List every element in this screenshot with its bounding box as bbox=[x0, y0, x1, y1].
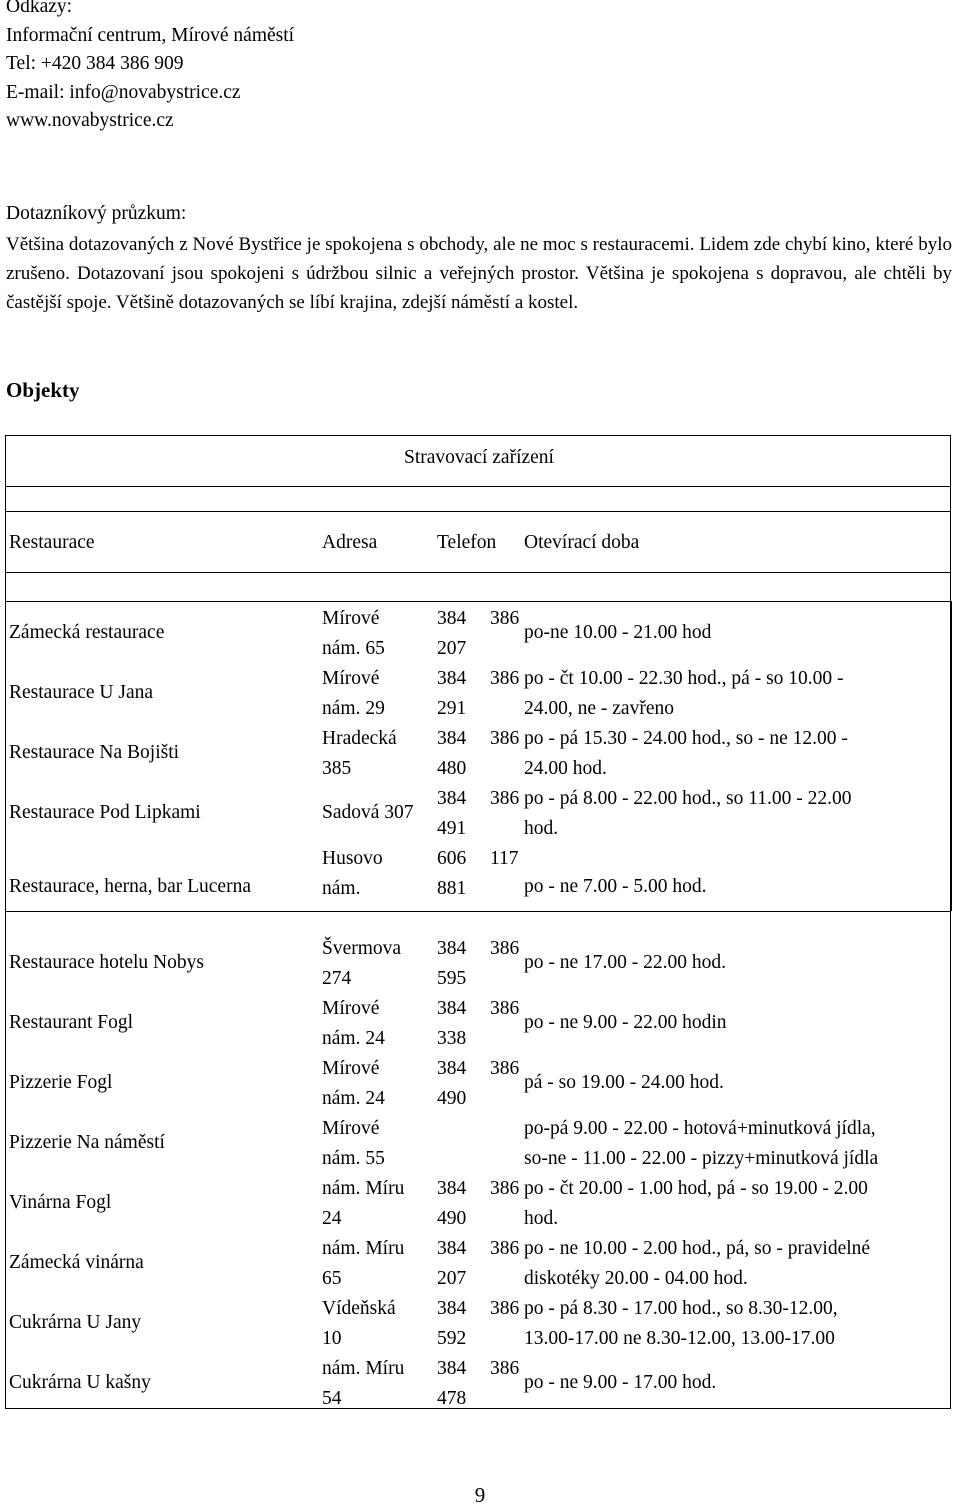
row-address: nám. Míru bbox=[322, 1238, 405, 1259]
row-address: nám. bbox=[322, 878, 361, 899]
row-address: Švermova bbox=[322, 938, 402, 959]
row-address: 274 bbox=[322, 968, 352, 989]
row-name: Restaurace Na Bojišti bbox=[9, 742, 180, 763]
row-hours: 24.00 hod. bbox=[524, 758, 607, 779]
row-address: 24 bbox=[322, 1208, 342, 1229]
row-hours: po - čt 20.00 - 1.00 hod, pá - so 19.00 - 2.00 bbox=[524, 1178, 868, 1199]
row-phone: 384 bbox=[437, 998, 467, 1019]
row-address: 54 bbox=[322, 1388, 342, 1409]
row-phone: 384 bbox=[437, 1058, 467, 1079]
row-phone: 386 bbox=[490, 1298, 520, 1319]
contact-website: www.novabystrice.cz bbox=[6, 110, 174, 131]
row-hours: hod. bbox=[524, 818, 559, 839]
row-name: Restaurace U Jana bbox=[9, 682, 154, 703]
row-phone: 386 bbox=[490, 668, 520, 689]
row-phone: 386 bbox=[490, 728, 520, 749]
row-name: Cukrárna U kašny bbox=[9, 1372, 151, 1393]
contact-phone: Tel: +420 384 386 909 bbox=[6, 53, 184, 74]
row-phone: 386 bbox=[490, 788, 520, 809]
row-hours: po - ne 17.00 - 22.00 hod. bbox=[524, 952, 727, 973]
row-address: Hradecká bbox=[322, 728, 397, 749]
row-phone: 338 bbox=[437, 1028, 467, 1049]
row-hours: hod. bbox=[524, 1208, 559, 1229]
row-phone: 881 bbox=[437, 878, 467, 899]
row-address: Mírové bbox=[322, 668, 380, 689]
row-phone: 606 bbox=[437, 848, 467, 869]
row-phone: 384 bbox=[437, 1178, 467, 1199]
row-hours: po - čt 10.00 - 22.30 hod., pá - so 10.00 - bbox=[524, 668, 844, 689]
row-phone: 207 bbox=[437, 1268, 467, 1289]
row-phone: 384 bbox=[437, 1298, 467, 1319]
contacts-label: Odkazy: bbox=[6, 0, 73, 17]
table-rule bbox=[5, 601, 951, 602]
row-phone: 490 bbox=[437, 1208, 467, 1229]
row-address: nám. 55 bbox=[322, 1148, 385, 1169]
row-phone: 386 bbox=[490, 1178, 520, 1199]
section-heading: Objekty bbox=[6, 378, 80, 402]
contacts-block bbox=[6, 0, 946, 136]
header-hours: Otevírací doba bbox=[524, 532, 640, 553]
row-address: 10 bbox=[322, 1328, 342, 1349]
row-phone: 384 bbox=[437, 668, 467, 689]
row-address: 385 bbox=[322, 758, 352, 779]
row-address: nám. 29 bbox=[322, 698, 385, 719]
row-phone: 595 bbox=[437, 968, 467, 989]
row-name: Zámecká vinárna bbox=[9, 1252, 144, 1273]
row-name: Zámecká restaurace bbox=[9, 622, 165, 643]
table-rule bbox=[5, 511, 951, 512]
survey-text: Většina dotazovaných z Nové Bystřice je spokojena s obchody, ale ne moc s restauracemi. Lidem zde chybí kino, které bylo zrušeno. Dotazovaní jsou spokojeni s údržbou silnic a veřejných prostor. Většina je spokojena s dopravou, ale chtěli by častější spoje. Většině dotazovaných se líbí krajina, zdejší náměstí a kostel. bbox=[6, 234, 952, 313]
table-title: Stravovací zařízení bbox=[404, 447, 554, 468]
header-phone: Telefon bbox=[437, 532, 497, 553]
row-address: Mírové bbox=[322, 1058, 380, 1079]
row-phone: 386 bbox=[490, 1058, 520, 1079]
table-rule bbox=[5, 911, 951, 912]
row-phone: 384 bbox=[437, 938, 467, 959]
row-address: nám. 24 bbox=[322, 1088, 385, 1109]
row-phone: 386 bbox=[490, 1238, 520, 1259]
row-name: Restaurace, herna, bar Lucerna bbox=[9, 876, 251, 897]
row-hours: po - ne 9.00 - 17.00 hod. bbox=[524, 1372, 717, 1393]
row-name: Pizzerie Fogl bbox=[9, 1072, 113, 1093]
contact-email: E-mail: info@novabystrice.cz bbox=[6, 81, 241, 103]
table-rule bbox=[5, 601, 6, 911]
row-phone: 384 bbox=[437, 1358, 467, 1379]
contact-info-centre: Informační centrum, Mírové náměstí bbox=[6, 24, 295, 46]
row-phone: 386 bbox=[490, 608, 520, 629]
row-hours: po - ne 10.00 - 2.00 hod., pá, so - pravidelné bbox=[524, 1238, 871, 1259]
row-phone: 490 bbox=[437, 1088, 467, 1109]
survey-label: Dotazníkový průzkum: bbox=[6, 203, 187, 224]
row-phone: 384 bbox=[437, 608, 467, 629]
row-name: Restaurant Fogl bbox=[9, 1012, 134, 1033]
row-address: nám. Míru bbox=[322, 1358, 405, 1379]
row-address: Husovo bbox=[322, 848, 383, 869]
row-phone: 384 bbox=[437, 1238, 467, 1259]
row-phone: 117 bbox=[490, 848, 519, 869]
row-hours: diskotéky 20.00 - 04.00 hod. bbox=[524, 1268, 748, 1289]
row-address: nám. Míru bbox=[322, 1178, 405, 1199]
row-hours: 13.00-17.00 ne 8.30-12.00, 13.00-17.00 bbox=[524, 1328, 835, 1349]
row-address: Vídeňská bbox=[322, 1298, 396, 1319]
row-name: Restaurace Pod Lipkami bbox=[9, 802, 201, 823]
row-hours: so-ne - 11.00 - 22.00 - pizzy+minutková jídla bbox=[524, 1148, 879, 1169]
row-name: Pizzerie Na náměstí bbox=[9, 1132, 165, 1153]
row-phone: 592 bbox=[437, 1328, 467, 1349]
row-phone: 386 bbox=[490, 998, 520, 1019]
row-address: Mírové bbox=[322, 1118, 380, 1139]
row-phone: 384 bbox=[437, 788, 467, 809]
row-phone: 491 bbox=[437, 818, 467, 839]
row-phone: 478 bbox=[437, 1388, 467, 1409]
row-address: nám. 24 bbox=[322, 1028, 385, 1049]
row-phone: 386 bbox=[490, 1358, 520, 1379]
row-address: nám. 65 bbox=[322, 638, 385, 659]
table-rule bbox=[951, 601, 952, 911]
row-hours: po-pá 9.00 - 22.00 - hotová+minutková jídla, bbox=[524, 1118, 876, 1139]
header-address: Adresa bbox=[322, 532, 378, 553]
row-phone: 207 bbox=[437, 638, 467, 659]
row-hours: po - ne 7.00 - 5.00 hod. bbox=[524, 876, 707, 897]
row-name: Restaurace hotelu Nobys bbox=[9, 952, 204, 973]
page-number: 9 bbox=[474, 1483, 486, 1507]
row-hours: po - pá 8.00 - 22.00 hod., so 11.00 - 22.00 bbox=[524, 788, 852, 809]
row-hours: po - pá 8.30 - 17.00 hod., so 8.30-12.00, bbox=[524, 1298, 838, 1319]
header-name: Restaurace bbox=[9, 532, 95, 553]
row-phone: 291 bbox=[437, 698, 467, 719]
row-phone: 386 bbox=[490, 938, 520, 959]
row-name: Cukrárna U Jany bbox=[9, 1312, 142, 1333]
row-hours: 24.00, ne - zavřeno bbox=[524, 698, 674, 719]
row-address: Sadová 307 bbox=[322, 802, 414, 823]
row-hours: pá - so 19.00 - 24.00 hod. bbox=[524, 1072, 724, 1093]
table-rule bbox=[5, 572, 951, 573]
row-phone: 480 bbox=[437, 758, 467, 779]
row-address: Mírové bbox=[322, 608, 380, 629]
row-hours: po - pá 15.30 - 24.00 hod., so - ne 12.00 - bbox=[524, 728, 848, 749]
row-hours: po - ne 9.00 - 22.00 hodin bbox=[524, 1012, 727, 1033]
row-address: Mírové bbox=[322, 998, 380, 1019]
row-address: 65 bbox=[322, 1268, 342, 1289]
table-rule bbox=[5, 486, 951, 487]
row-hours: po-ne 10.00 - 21.00 hod bbox=[524, 622, 712, 643]
row-name: Vinárna Fogl bbox=[9, 1192, 112, 1213]
row-phone: 384 bbox=[437, 728, 467, 749]
